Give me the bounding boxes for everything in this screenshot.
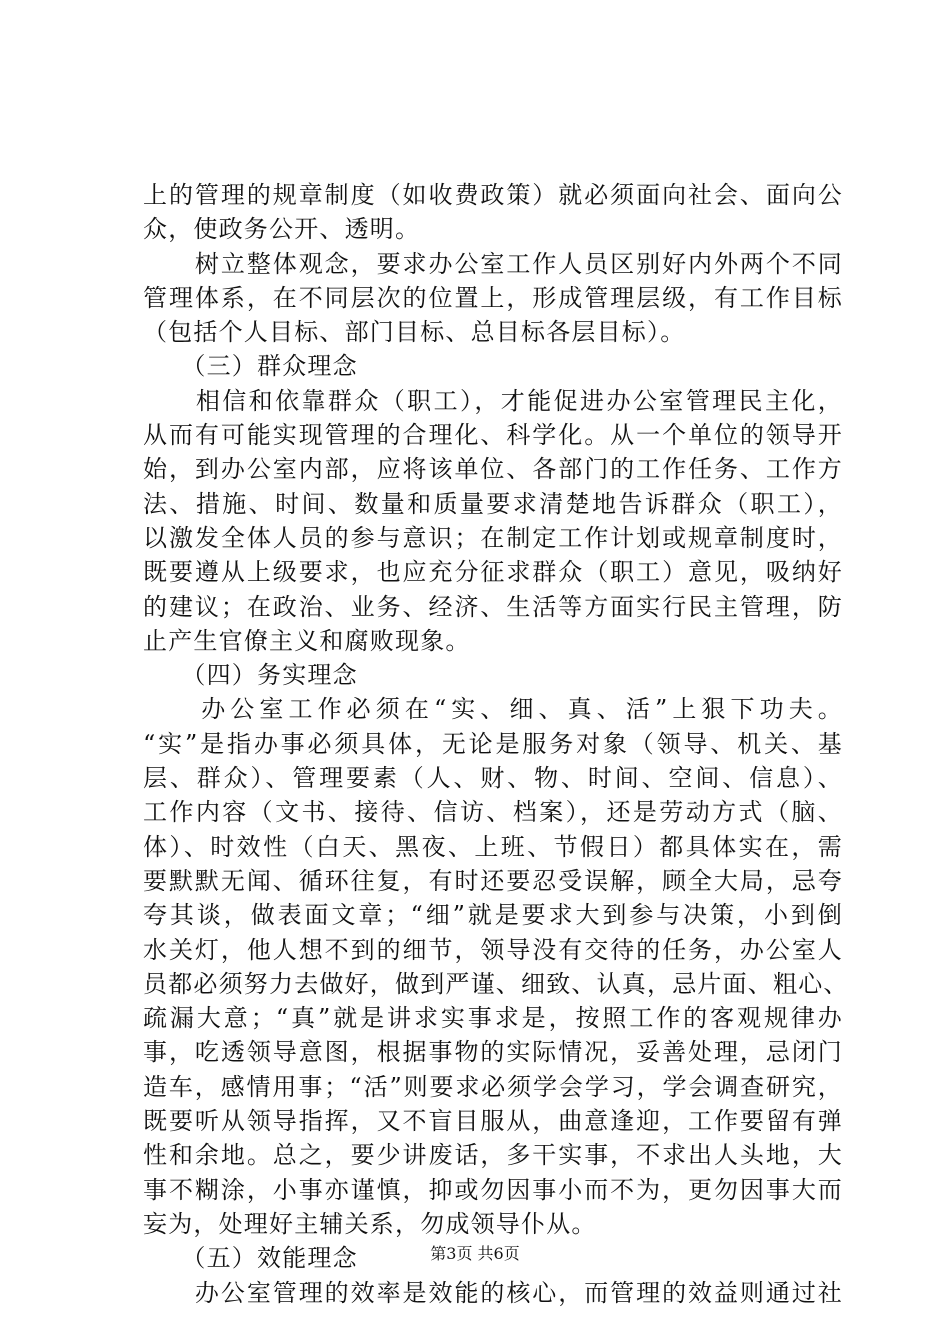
text-line: 要默默无闻、循环往复，有时还要忍受误解，顾全大局，忌夸 [143, 866, 843, 895]
text-line: 工作内容（文书、接待、信访、档案），还是劳动方式（脑、 [143, 798, 843, 827]
text-line: 员都必须努力去做好，做到严谨、细致、认真，忌片面、粗心、 [143, 969, 849, 998]
text-line: 既要听从领导指挥，又不盲目服从，曲意逢迎，工作要留有弹 [143, 1107, 843, 1136]
section-heading: （五）效能理念 [143, 1244, 358, 1273]
section-heading: （三）群众理念 [143, 352, 358, 381]
text-line: “实”是指办事必须具体，无论是服务对象（领导、机关、基 [143, 729, 843, 758]
text-line: 以激发全体人员的参与意识；在制定工作计划或规章制度时， [143, 523, 843, 552]
text-line: 止产生官僚主义和腐败现象。 [143, 626, 471, 655]
text-line: 上的管理的规章制度（如收费政策）就必须面向社会、面向公 [143, 181, 843, 209]
text-line: 层、群众）、管理要素（人、财、物、时间、空间、信息）、 [143, 764, 843, 793]
text-line: 事不糊涂，小事亦谨慎，抑或勿因事小而不为，更勿因事大而 [143, 1175, 843, 1204]
section-heading: （四）务实理念 [143, 661, 358, 690]
text-line: 管理体系，在不同层次的位置上，形成管理层级，有工作目标 [143, 283, 843, 312]
text-line: 树立整体观念，要求办公室工作人员区别好内外两个不同 [143, 249, 843, 278]
text-line: 性和余地。总之，要少讲废话，多干实事，不求出人头地，大 [143, 1141, 843, 1170]
text-line: 始，到办公室内部，应将该单位、各部门的工作任务、工作方 [143, 455, 843, 484]
text-line: 办公室工作必须在“实、细、真、活”上狠下功夫。 [143, 695, 843, 724]
text-line: 体）、时效性（白天、黑夜、上班、节假日）都具体实在，需 [143, 832, 843, 861]
text-line: 既要遵从上级要求，也应充分征求群众（职工）意见，吸纳好 [143, 558, 843, 587]
text-line: 的建议；在政治、业务、经济、生活等方面实行民主管理，防 [143, 592, 843, 621]
text-line: 办公室管理的效率是效能的核心，而管理的效益则通过社 [143, 1278, 843, 1307]
text-line: （包括个人目标、部门目标、总目标各层目标）。 [143, 318, 686, 347]
document-body [143, 178, 849, 1310]
text-line: 造车，感情用事；“活”则要求必须学会学习，学会调查研究， [143, 1072, 843, 1101]
text-line: 事，吃透领导意图，根据事物的实际情况，妥善处理，忌闭门 [143, 1038, 843, 1067]
page-footer [0, 1244, 950, 1264]
text-line: 水关灯，他人想不到的细节，领导没有交待的任务，办公室人 [143, 935, 843, 964]
text-line: 从而有可能实现管理的合理化、科学化。从一个单位的领导开 [143, 421, 843, 450]
text-line: 夸其谈，做表面文章；“细”就是要求大到参与决策，小到倒 [143, 901, 843, 930]
text-line: 法、措施、时间、数量和质量要求清楚地告诉群众（职工）， [143, 489, 843, 518]
text-line: 妄为，处理好主辅关系，勿成领导仆从。 [143, 1209, 597, 1238]
text-line: 众，使政务公开、透明。 [143, 215, 421, 244]
text-line: 疏漏大意；“真”就是讲求实事求是，按照工作的客观规律办 [143, 1004, 843, 1033]
text-line: 相信和依靠群众（职工），才能促进办公室管理民主化， [143, 386, 843, 415]
page-number: 第3页 共6页 [430, 1244, 520, 1263]
